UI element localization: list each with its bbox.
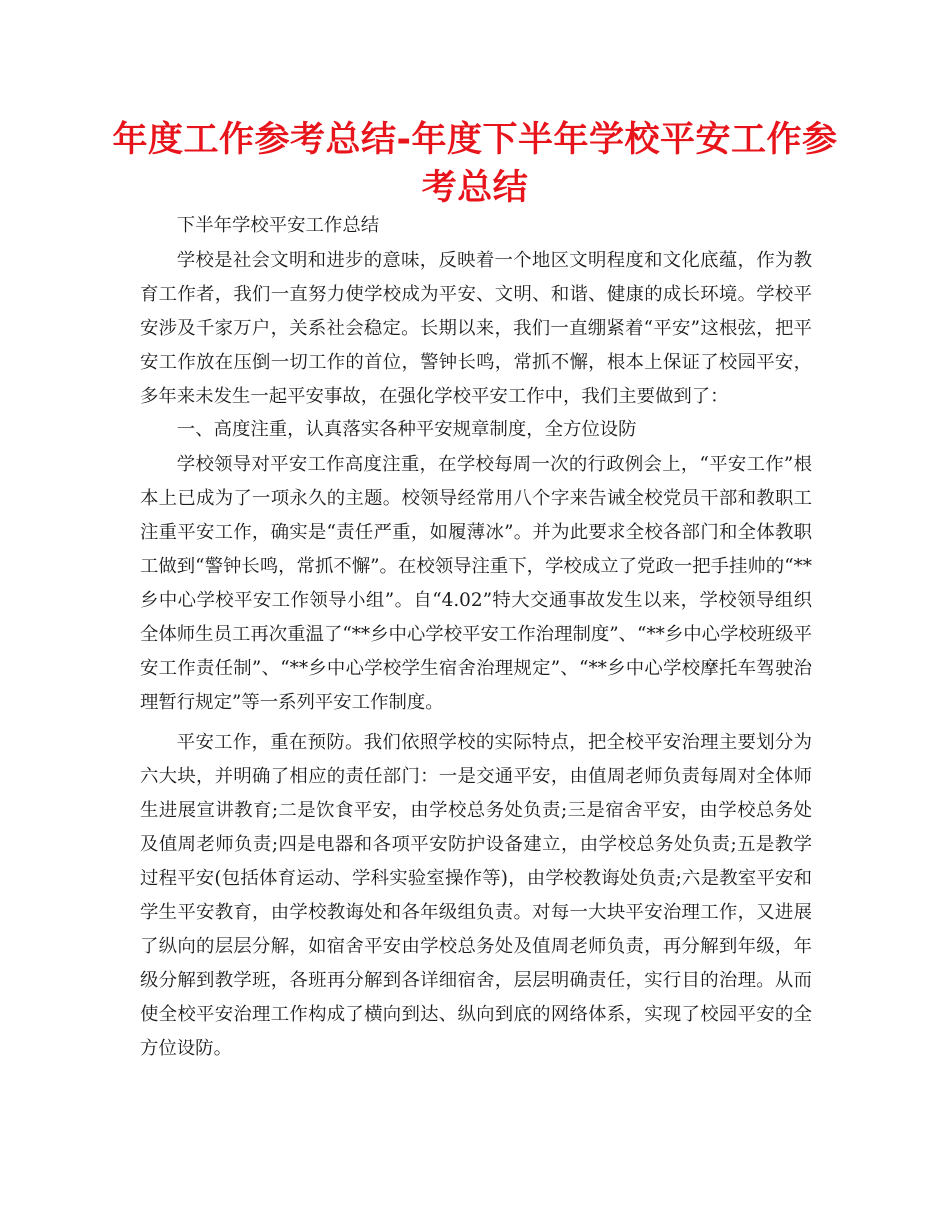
document-subtitle: 下半年学校平安工作总结 <box>176 215 380 236</box>
document-body <box>140 210 812 1066</box>
document-title: 年度工作参考总结-年度下半年学校平安工作参考总结 <box>112 120 838 208</box>
intro-paragraph: 学校是社会文明和进步的意味，反映着一个地区文明程度和文化底蕴，作为教育工作者，我们一直努力使学校成为平安、文明、和谐、健康的成长环境。学校平安涉及千家万户，关系社会稳定。长期以来，我们一直绷紧着“平安”这根弦，把平安工作放在压倒一切工作的首位，警钟长鸣，常抓不懈，根本上保证了校园平安，多年来未发生一起平安事故，在强化学校平安工作中，我们主要做到了： <box>140 250 812 407</box>
leadership-paragraph: 学校领导对平安工作高度注重，在学校每周一次的行政例会上，“平安工作”根本上已成为了一项永久的主题。校领导经常用八个字来告诫全校党员干部和教职工注重平安工作，确实是“责任严重，如履薄冰”。并为此要求全校各部门和全体教职工做到“警钟长鸣，常抓不懈”。在校领导注重下，学校成立了党政一把手挂帅的“**乡中心学校平安工作领导小组”。自“4.02”特大交通事故发生以来，学校领导组织全体师生员工再次重温了“**乡中心学校平安工作治理制度”、“**乡中心学校班级平安工作责任制”、“**乡中心学校学生宿舍治理规定”、“**乡中心学校摩托车驾驶治理暂行规定”等一系列平安工作制度。 <box>140 454 812 713</box>
section-heading: 一、高度注重，认真落实各种平安规章制度，全方位设防 <box>176 419 637 440</box>
prevention-paragraph: 平安工作，重在预防。我们依照学校的实际特点，把全校平安治理主要划分为六大块，并明确了相应的责任部门：一是交通平安，由值周老师负责每周对全体师生进展宣讲教育;二是饮食平安，由学校总务处负责;三是宿舍平安，由学校总务处及值周老师负责;四是电器和各项平安防护设备建立，由学校总务处负责;五是教学过程平安(包括体育运动、学科实验室操作等)，由学校教诲处负责;六是教室平安和学生平安教育，由学校教诲处和各年级组负责。对每一大块平安治理工作，又进展了纵向的层层分解，如宿舍平安由学校总务处及值周老师负责，再分解到年级，年级分解到教学班，各班再分解到各详细宿舍，层层明确责任，实行目的治理。从而使全校平安治理工作构成了横向到达、纵向到底的网络体系，实现了校园平安的全方位设防。 <box>140 732 812 1059</box>
